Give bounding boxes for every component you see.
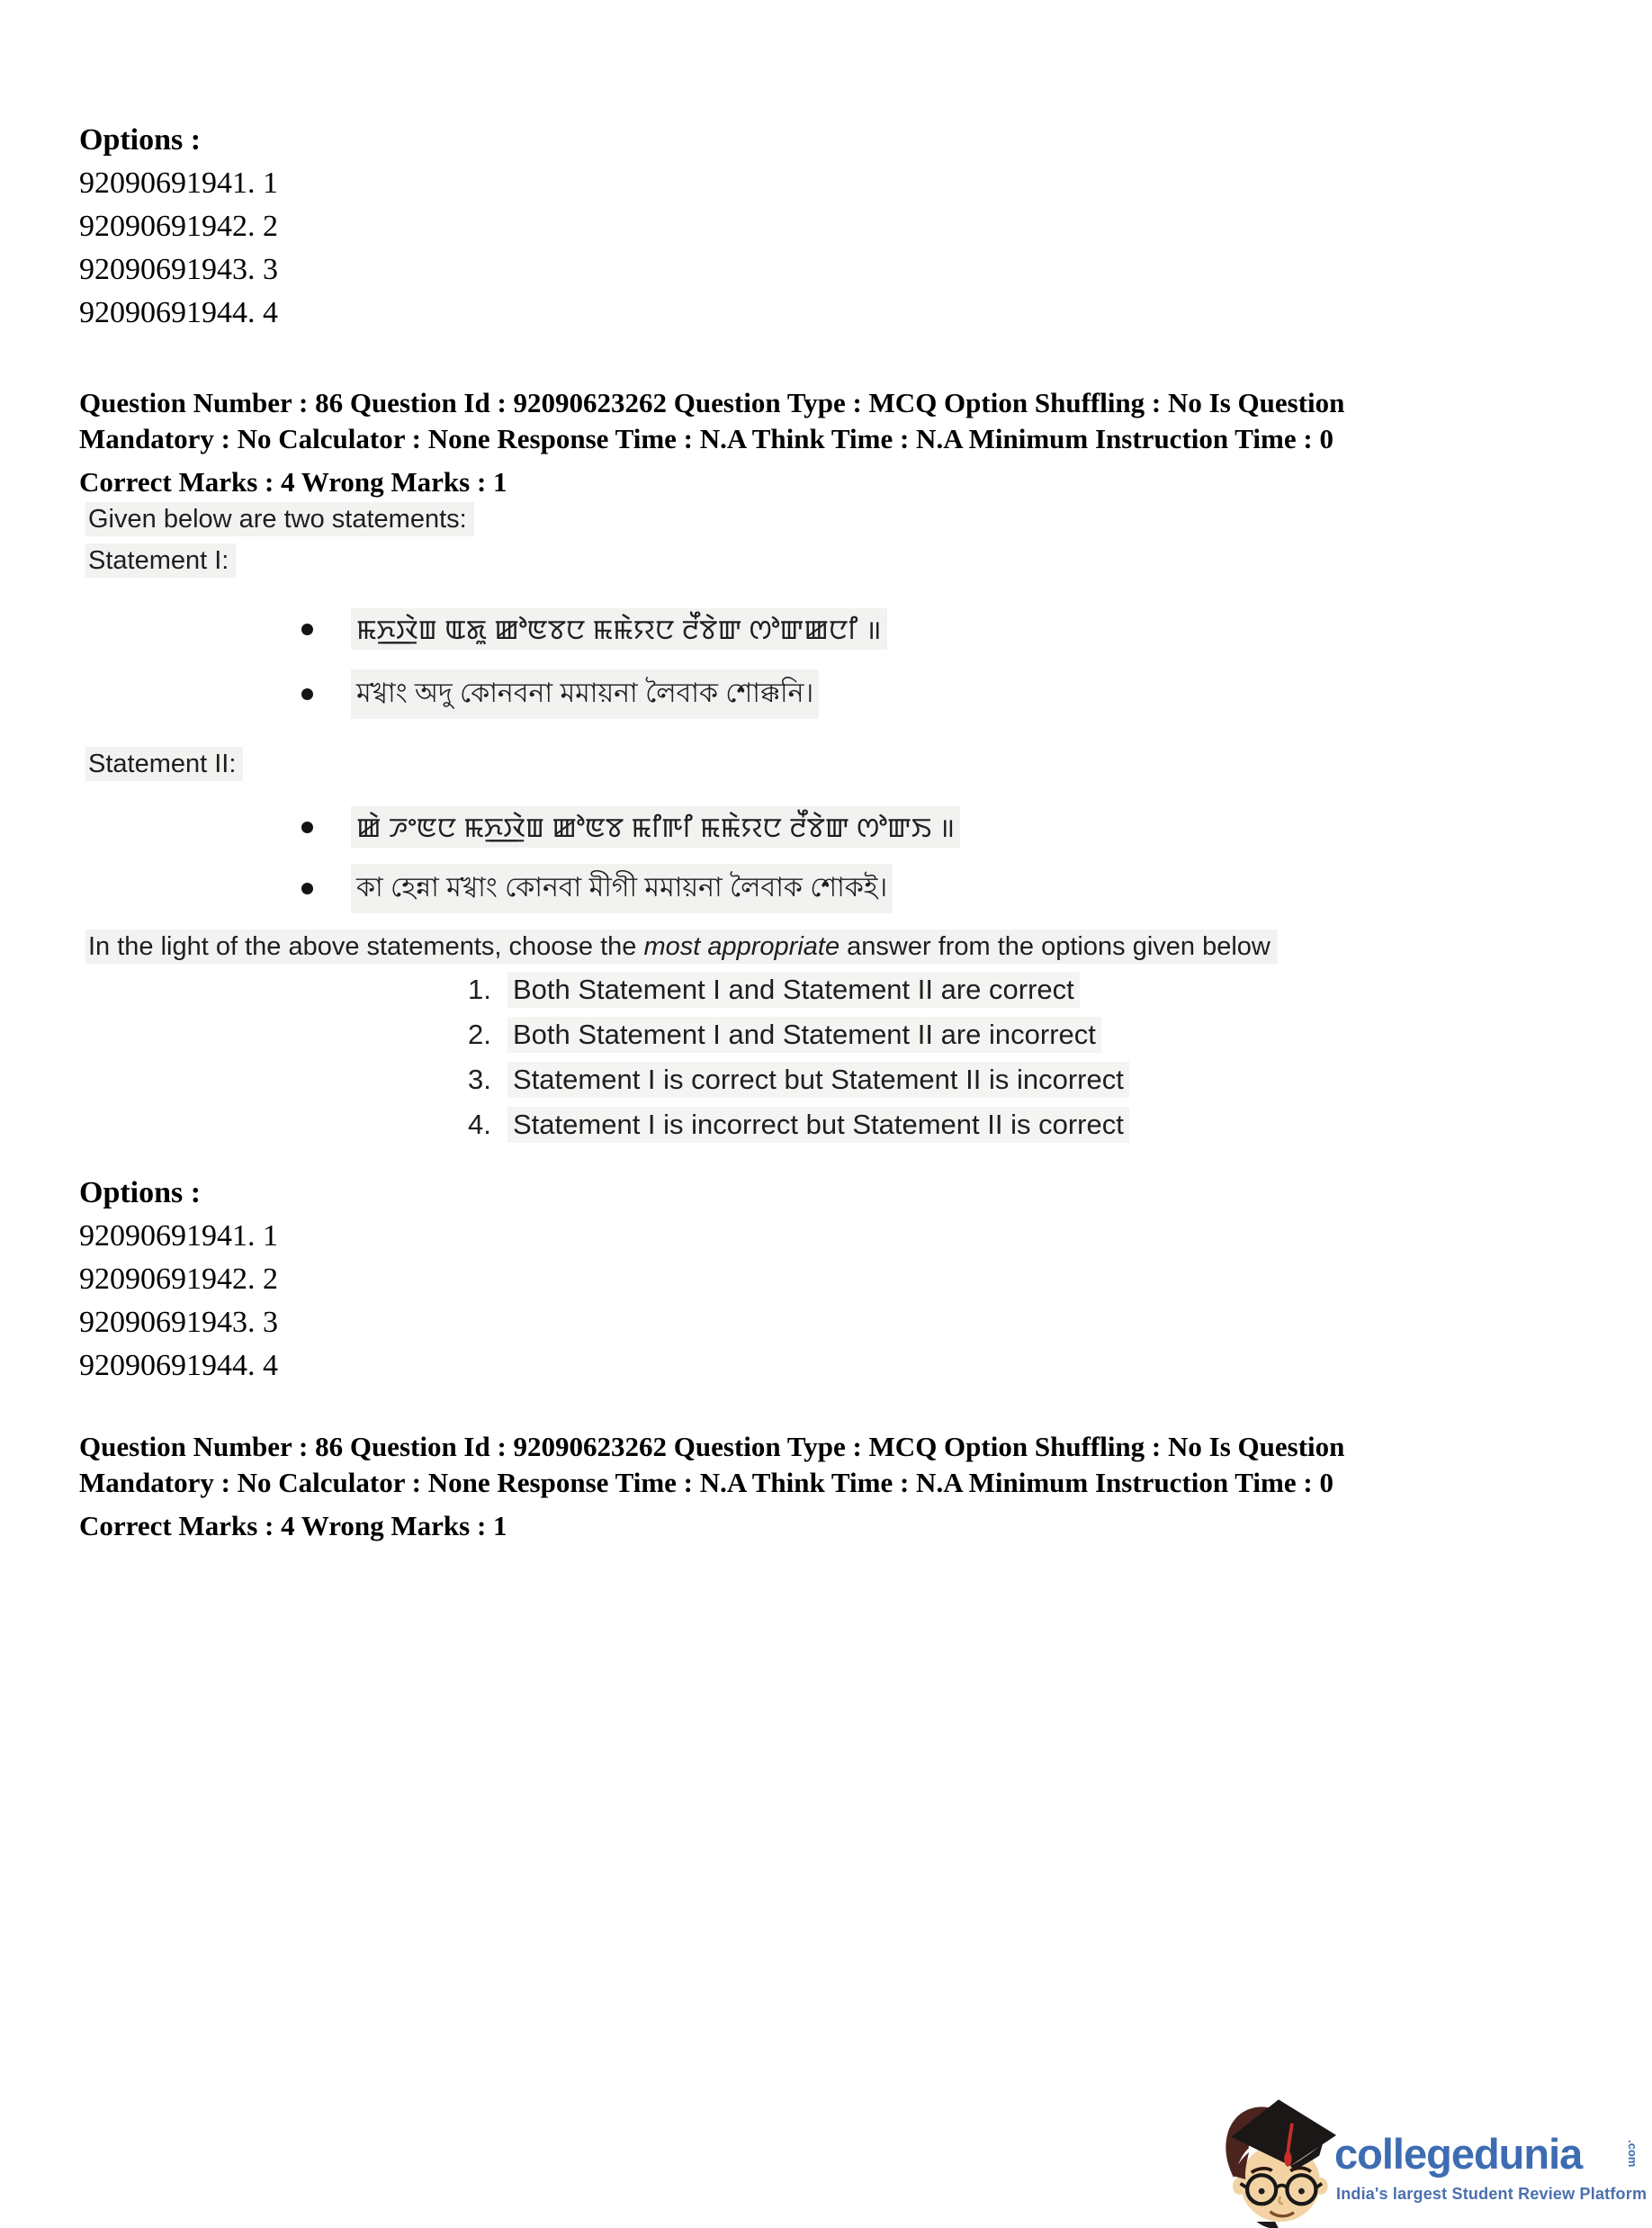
answer-choice-3 xyxy=(468,1062,1129,1098)
question-intro-text: Given below are two statements: xyxy=(85,502,474,536)
answer-text: Statement I is correct but Statement II is incorrect xyxy=(507,1062,1129,1098)
bullet-icon xyxy=(301,688,313,700)
question-marks-line: Correct Marks : 4 Wrong Marks : 1 xyxy=(79,466,507,498)
closing-italic: most appropriate xyxy=(643,932,840,961)
statement1-bullet-1 xyxy=(301,608,887,650)
closing-prefix: In the light of the above statements, choose the xyxy=(88,932,644,961)
closing-instruction-text xyxy=(85,930,1278,964)
question-meta-top xyxy=(79,385,1609,500)
question-meta-line: Question Number : 86 Question Id : 92090623262 Question Type : MCQ Option Shuffling : No Is Question xyxy=(79,387,1345,418)
option-id-line: 92090691941. 1 xyxy=(79,166,278,200)
statement2-label-text: Statement II: xyxy=(85,747,243,781)
options-block-top xyxy=(79,119,278,335)
statement2-label xyxy=(85,749,243,779)
statement1-label-text: Statement I: xyxy=(85,544,236,578)
answer-text: Both Statement I and Statement II are correct xyxy=(507,972,1080,1008)
option-id-line: 92090691941. 1 xyxy=(79,1219,278,1253)
question-meta-line: Mandatory : No Calculator : None Response Time : N.A Think Time : N.A Minimum Instruction Time : 0 xyxy=(79,1467,1333,1498)
statement1-bullet-2 xyxy=(301,669,819,719)
option-id-line: 92090691942. 2 xyxy=(79,1262,278,1296)
statement1-bullet-1-text: ꯃꯈ꯭ꯋꯥꯡ ꯑꯗꯨ ꯀꯣꯟꯕꯅ ꯃꯃꯥꯌꯅ ꯂꯩꯕꯥꯛ ꯁꯣꯛꯀꯅꯤ ॥ xyxy=(351,608,887,650)
closing-instruction xyxy=(85,932,1278,962)
question-meta-line: Mandatory : No Calculator : None Response Time : N.A Think Time : N.A Minimum Instruction Time : 0 xyxy=(79,423,1333,454)
question-intro xyxy=(85,504,474,535)
options-heading: Options : xyxy=(79,1176,202,1209)
statement2-bullet-1 xyxy=(301,806,960,848)
question-marks-line: Correct Marks : 4 Wrong Marks : 1 xyxy=(79,1510,507,1541)
answer-text: Both Statement I and Statement II are incorrect xyxy=(507,1017,1101,1053)
answer-text: Statement I is incorrect but Statement II is correct xyxy=(507,1107,1129,1143)
closing-suffix: answer from the options given below xyxy=(839,932,1270,961)
collegedunia-tld-text: .com xyxy=(1626,2140,1639,2168)
answer-number: 2. xyxy=(468,1019,491,1050)
answer-choice-1 xyxy=(468,972,1080,1008)
collegedunia-mascot-icon xyxy=(1219,2098,1338,2228)
option-id-line: 92090691943. 3 xyxy=(79,253,278,286)
option-id-line: 92090691944. 4 xyxy=(79,1349,278,1382)
bullet-icon xyxy=(301,883,313,894)
answer-number: 1. xyxy=(468,974,491,1005)
question-meta-line: Question Number : 86 Question Id : 92090623262 Question Type : MCQ Option Shuffling : No Is Question xyxy=(79,1431,1345,1462)
statement2-bullet-2-text: কা হেন্না মখ্বাং কোনবা মীগী মমায়না লৈবাক শোকই। xyxy=(351,864,893,913)
option-id-line: 92090691944. 4 xyxy=(79,296,278,329)
statement1-bullet-2-text: মখ্বাং অদু কোনবনা মমায়না লৈবাক শোক্কনি। xyxy=(351,669,819,719)
option-id-line: 92090691942. 2 xyxy=(79,210,278,243)
answer-choice-2 xyxy=(468,1017,1101,1053)
options-block-bottom xyxy=(79,1172,278,1388)
answer-number: 3. xyxy=(468,1064,491,1095)
collegedunia-brand-text: collegedunia xyxy=(1334,2130,1583,2178)
bullet-icon xyxy=(301,624,313,635)
answer-choice-4 xyxy=(468,1107,1129,1143)
options-heading: Options : xyxy=(79,123,202,157)
statement2-bullet-2 xyxy=(301,864,893,913)
statement1-label xyxy=(85,545,236,576)
answer-number: 4. xyxy=(468,1109,491,1140)
collegedunia-logo xyxy=(1219,2098,1648,2228)
collegedunia-tagline: India's largest Student Review Platform xyxy=(1336,2185,1648,2203)
question-meta-bottom xyxy=(79,1429,1609,1544)
statement2-bullet-1-text: ꯀꯥ ꯍꯦꯟꯅ ꯃꯈ꯭ꯋꯥꯡ ꯀꯣꯟꯕ ꯃꯤꯒꯤ ꯃꯃꯥꯌꯅ ꯂꯩꯕꯥꯛ ꯁꯣꯛꯏ ॥ xyxy=(351,806,960,848)
option-id-line: 92090691943. 3 xyxy=(79,1306,278,1339)
bullet-icon xyxy=(301,822,313,833)
